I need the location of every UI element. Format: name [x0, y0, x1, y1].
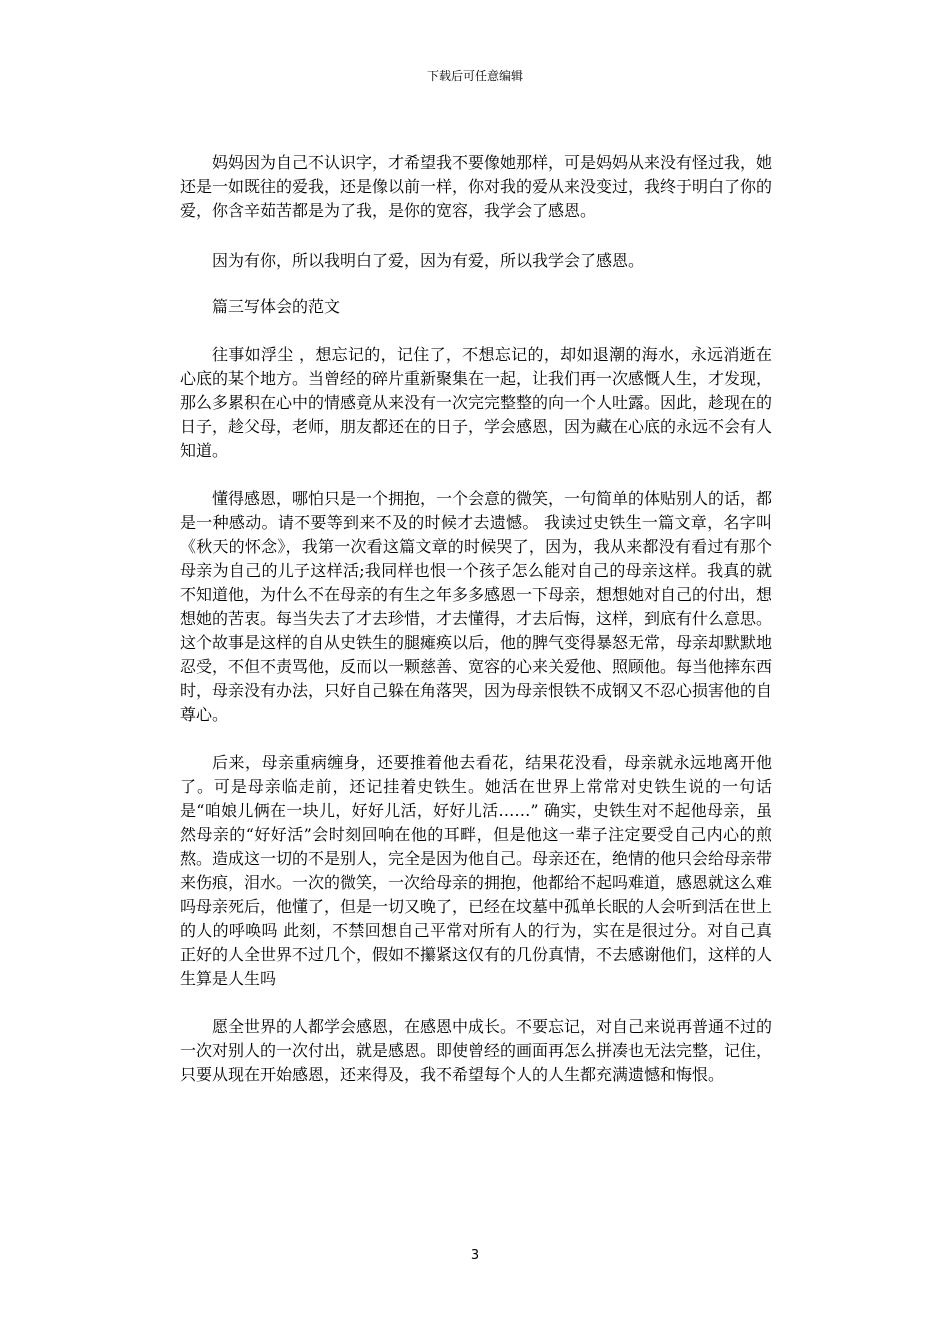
paragraph-learned-gratitude: 因为有你，所以我明白了爱，因为有爱，所以我学会了感恩。 [212, 251, 645, 270]
section-heading: 篇三写体会的范文 [212, 297, 341, 316]
paragraph-closing-wish: 愿全世界的人都学会感恩，在感恩中成长。不要忘记，对自己来说再普通不过的一次对别人的一次付出，就是感恩。即使曾经的画面再怎么拼凑也无法完整，记住，只要从现在开始感恩，还来得及，我不希望每个人的人生都充满遗憾和悔恨。 [180, 1017, 773, 1084]
document-body [180, 151, 772, 1087]
paragraph-past-memories: 往事如浮尘 ，想忘记的，记住了，不想忘记的，却如退潮的海水，永远消逝在心底的某个地方。当曾经的碎片重新聚集在一起，让我们再一次感慨人生，才发现，那么多累积在心中的情感竟从来没有一次完完整整的向一个人吐露。因此，趁现在的日子，趁父母，老师，朋友都还在的日子，学会感恩，因为藏在心底的永远不会有人知道。 [180, 345, 773, 460]
paragraph-mother-illness: 后来，母亲重病缠身，还要推着他去看花，结果花没看，母亲就永远地离开他了。可是母亲临走前，还记挂着史铁生。她活在世界上常常对史铁生说的一句话是“咱娘儿俩在一块儿，好好儿活，好好儿活……” 确实，史铁生对不起他母亲，虽然母亲的“好好活”会时刻回响在他的耳畔，但是他这一辈子注定要受自己内心的煎熬。造成这一切的不是别人，完全是因为他自己。母亲还在，绝情的他只会给母亲带来伤痕，泪水。一次的微笑，一次给母亲的拥抱，他都给不起吗难道，感恩就这么难吗母亲死后，他懂了，但是一切又晚了，已经在坟墓中孤单长眠的人会听到活在世上的人的呼唤吗 此刻，不禁回想自己平常对所有人的行为，实在是很过分。对自己真正好的人全世界不过几个，假如不攥紧这仅有的几份真情，不去感谢他们，这样的人生算是人生吗 [180, 753, 773, 988]
page-number: 3 [470, 1248, 480, 1263]
page-header: 下载后可任意编辑 [426, 69, 523, 83]
paragraph-mother-forgiveness: 妈妈因为自己不认识字，才希望我不要像她那样，可是妈妈从来没有怪过我，她还是一如既往的爱我，还是像以前一样，你对我的爱从来没变过，我终于明白了你的爱，你含辛茹苦都是为了我，是你的宽容，我学会了感恩。 [180, 153, 773, 220]
paragraph-understanding-gratitude: 懂得感恩，哪怕只是一个拥抱，一个会意的微笑，一句简单的体贴别人的话，都是一种感动。请不要等到来不及的时候才去遗憾。 我读过史铁生一篇文章，名字叫《秋天的怀念》，我第一次看这篇文章的时候哭了，因为，我从来都没有看过有那个母亲为自己的儿子这样活;我同样也恨一个孩子怎么能对自己的母亲这样。我真的就不知道他，为什么不在母亲的有生之年多多感恩一下母亲，想想她对自己的付出，想想她的苦衷。每当失去了才去珍惜，才去懂得，才去后悔，这样，到底有什么意思。 这个故事是这样的自从史铁生的腿瘫痪以后，他的脾气变得暴怒无常，母亲却默默地忍受，不但不责骂他，反而以一颗慈善、宽容的心来关爱他、照顾他。每当他摔东西时，母亲没有办法，只好自己躲在角落哭，因为母亲恨铁不成钢又不忍心损害他的自尊心。 [180, 489, 773, 724]
